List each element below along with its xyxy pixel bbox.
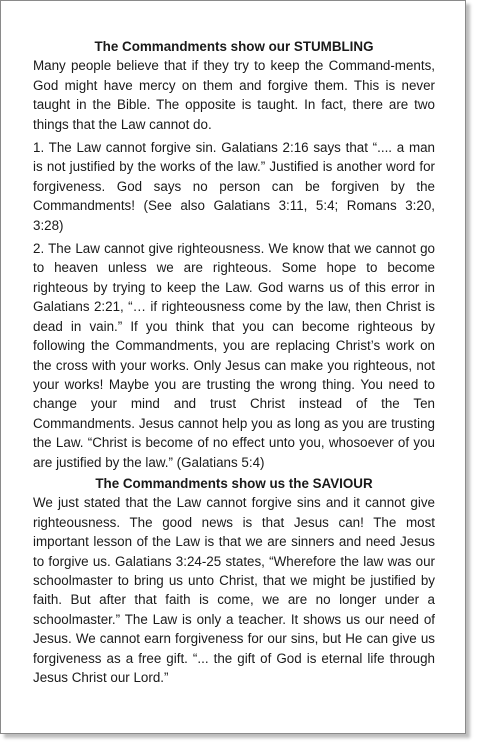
paragraph-point-1: 1. The Law cannot forgive sin. Galatians 2:16 says that “.... a man is not justified by the works of the law.” Justified is another word for forgiveness. God says no person can be forgiven by the Commandments! (See also Galatians 3:11, 5:4; Romans 3:20, 3:28) [33,140,435,233]
page-content [33,37,435,687]
paragraph-point-2: 2. The Law cannot give righteousness. We know that we cannot go to heaven unless we are righteous. Some hope to become righteous by trying to keep the Law. God warns us of this error in Galatians 2:21, “… if righteousness come by the law, then Christ is dead in vain.” If you think that you can become righteous by following the Commandments, you are replacing Christ’s work on the cross with your works. Only Jesus can make you righteous, not your works! Maybe you are trusting the wrong thing. You need to change your mind and trust Christ instead of the Ten Commandments. Jesus cannot help you as long as you are trusting the Law. “Christ is become of no effect unto you, whosoever of you are justified by the law.” (Galatians 5:4) [33,241,435,470]
section-heading-stumbling: The Commandments show our STUMBLING [94,39,374,54]
section-heading-saviour: The Commandments show us the SAVIOUR [95,475,373,491]
paragraph-saviour: We just stated that the Law cannot forgive sins and it cannot give righteousness. The good news is that Jesus can! The most important lesson of the Law is that we are sinners and need Jesus to forgive us. Galatians 3:24-25 states, “Wherefore the law was our schoolmaster to bring us unto Christ, that we might be justified by faith. But after that faith is come, we are no longer under a schoolmaster.” The Law is only a teacher. It shows us our need of Jesus. We cannot earn forgiveness for our sins, but He can give us forgiveness as a free gift. “... the gift of God is eternal life through Jesus Christ our Lord.” [33,495,435,685]
paragraph-intro: Many people believe that if they try to keep the Command-ments, God might have mercy on them and forgive them. This is never taught in the Bible. The opposite is taught. In fact, there are two things that the Law cannot do. [33,58,435,132]
